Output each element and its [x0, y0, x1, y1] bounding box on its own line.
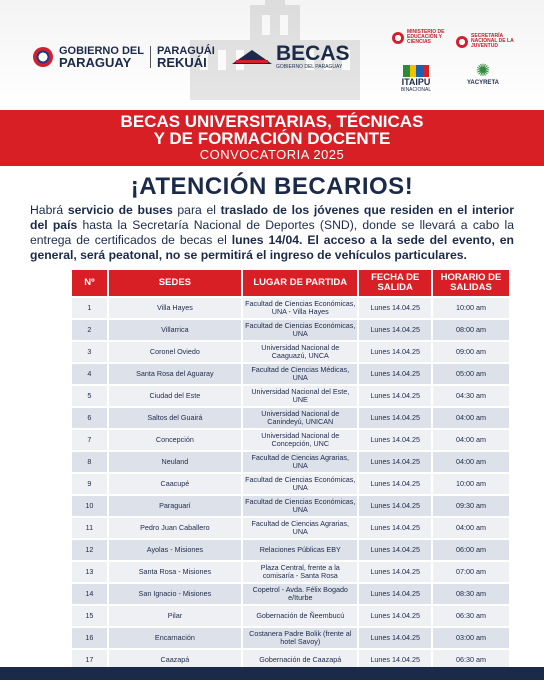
attention-title: ¡ATENCIÓN BECARIOS!	[130, 173, 414, 200]
text-run: Habrá	[30, 203, 68, 217]
cell-lugar: Facultad de Ciencias Económicas, UNA	[243, 496, 357, 516]
gobierno-line2: PARAGUAY	[59, 55, 132, 70]
cell-number: 6	[72, 408, 107, 428]
cell-number: 7	[72, 430, 107, 450]
cell-sede: Santa Rosa del Aguaray	[109, 364, 241, 384]
cell-hora: 05:00 am	[433, 364, 509, 384]
cell-number: 17	[72, 650, 107, 670]
cell-hora: 10:00 am	[433, 474, 509, 494]
table-row	[72, 562, 509, 582]
banner-line1: BECAS UNIVERSITARIAS, TÉCNICAS	[120, 112, 424, 131]
cell-fecha: Lunes 14.04.25	[359, 342, 430, 362]
cell-fecha: Lunes 14.04.25	[359, 606, 430, 626]
cell-number: 4	[72, 364, 107, 384]
cell-hora: 06:30 am	[433, 650, 509, 670]
cell-number: 3	[72, 342, 107, 362]
cell-lugar: Costanera Padre Bolik (frente al hotel Savoy)	[243, 628, 357, 648]
cell-number: 5	[72, 386, 107, 406]
table-row	[72, 474, 509, 494]
cell-sede: Paraguarí	[109, 496, 241, 516]
cell-fecha: Lunes 14.04.25	[359, 320, 430, 340]
cell-sede: Saltos del Guairá	[109, 408, 241, 428]
cell-hora: 04:00 am	[433, 408, 509, 428]
divider	[150, 46, 151, 68]
snj-seal-icon	[456, 36, 468, 48]
table-header-row	[72, 270, 509, 296]
cell-fecha: Lunes 14.04.25	[359, 364, 430, 384]
bus-schedule-table	[70, 268, 511, 672]
cell-sede: Caacupé	[109, 474, 241, 494]
bold-run: El acceso a la sede del evento, en general, será peatonal, no se permitirá el ingreso de vehículos particulares.	[30, 233, 514, 262]
cell-number: 1	[72, 298, 107, 318]
cell-fecha: Lunes 14.04.25	[359, 386, 430, 406]
table-row	[72, 320, 509, 340]
cell-fecha: Lunes 14.04.25	[359, 540, 430, 560]
cell-lugar: Facultad de Ciencias Agrarias, UNA	[243, 452, 357, 472]
text-run: para el	[172, 203, 221, 217]
cell-sede: Concepción	[109, 430, 241, 450]
bold-run: traslado de los jóvenes que residen en el interior del país	[30, 203, 514, 232]
rekuai-line1: PARAGUÁI	[156, 45, 215, 57]
cell-sede: Neuland	[109, 452, 241, 472]
header-horario: HORARIO DE SALIDAS	[433, 270, 509, 296]
cell-fecha: Lunes 14.04.25	[359, 562, 430, 582]
cell-lugar: Facultad de Ciencias Médicas, UNA	[243, 364, 357, 384]
table-row	[72, 364, 509, 384]
itaipu-name: ITAIPU	[401, 77, 431, 87]
cell-fecha: Lunes 14.04.25	[359, 496, 430, 516]
cell-fecha: Lunes 14.04.25	[359, 650, 430, 670]
notice-paragraph	[30, 203, 514, 263]
cell-lugar: Universidad Nacional de Concepción, UNC	[243, 430, 357, 450]
cell-fecha: Lunes 14.04.25	[359, 452, 430, 472]
cell-number: 9	[72, 474, 107, 494]
bold-run: lunes 14/04.	[231, 233, 303, 247]
cell-sede: Encarnación	[109, 628, 241, 648]
cell-sede: San Ignacio - Misiones	[109, 584, 241, 604]
cell-hora: 04:00 am	[433, 430, 509, 450]
cell-hora: 10:00 am	[433, 298, 509, 318]
snj-logo	[456, 34, 527, 49]
cell-sede: Pedro Juan Caballero	[109, 518, 241, 538]
bottom-bar	[0, 667, 544, 680]
cell-number: 11	[72, 518, 107, 538]
yacyreta-star-icon: ✺	[475, 61, 491, 80]
becas-name: BECAS	[276, 42, 350, 65]
banner-line2: Y DE FORMACIÓN DOCENTE	[153, 129, 391, 148]
cell-number: 12	[72, 540, 107, 560]
header-area	[0, 0, 544, 110]
bold-run: servicio de buses	[67, 203, 173, 217]
cell-number: 2	[72, 320, 107, 340]
table-row	[72, 606, 509, 626]
gobierno-logo	[33, 46, 215, 68]
cell-number: 15	[72, 606, 107, 626]
cell-hora: 04:00 am	[433, 452, 509, 472]
cell-fecha: Lunes 14.04.25	[359, 298, 430, 318]
cell-fecha: Lunes 14.04.25	[359, 430, 430, 450]
table-row	[72, 298, 509, 318]
cell-hora: 04:30 am	[433, 386, 509, 406]
cell-fecha: Lunes 14.04.25	[359, 474, 430, 494]
cell-lugar: Universidad Nacional de Caaguazú, UNCA	[243, 342, 357, 362]
cell-hora: 09:30 am	[433, 496, 509, 516]
cell-hora: 04:00 am	[433, 518, 509, 538]
table-row	[72, 342, 509, 362]
cell-hora: 08:00 am	[433, 320, 509, 340]
cell-lugar: Facultad de Ciencias Económicas, UNA	[243, 474, 357, 494]
table-row	[72, 584, 509, 604]
cell-hora: 03:00 am	[433, 628, 509, 648]
banner-line3: CONVOCATORIA 2025	[199, 147, 345, 162]
cell-lugar: Plaza Central, frente a la comisaría - Santa Rosa	[243, 562, 357, 582]
cell-lugar: Gobernación de Caazapá	[243, 650, 357, 670]
paraguay-seal-icon	[33, 47, 53, 67]
mec-logo	[392, 30, 447, 45]
cell-sede: Santa Rosa - Misiones	[109, 562, 241, 582]
cell-number: 14	[72, 584, 107, 604]
yacyreta-logo	[458, 62, 508, 86]
table-row	[72, 430, 509, 450]
cell-sede: Caazapá	[109, 650, 241, 670]
cell-lugar: Facultad de Ciencias Económicas, UNA - Villa Hayes	[243, 298, 357, 318]
text-run: hasta la Secretaría Nacional de Deportes (SND), donde se llevará a cabo la entrega de certificados de becas el	[30, 218, 514, 247]
cell-fecha: Lunes 14.04.25	[359, 408, 430, 428]
cell-lugar: Facultad de Ciencias Agrarias, UNA	[243, 518, 357, 538]
becas-mark-icon	[232, 46, 272, 68]
table-row	[72, 518, 509, 538]
header-sedes: SEDES	[109, 270, 241, 296]
cell-lugar: Gobernación de Ñeembucú	[243, 606, 357, 626]
cell-number: 10	[72, 496, 107, 516]
table-row	[72, 408, 509, 428]
table-row	[72, 628, 509, 648]
gobierno-line1: GOBIERNO DEL	[59, 45, 144, 57]
title-banner	[0, 110, 544, 166]
header-fecha: FECHA DE SALIDA	[359, 270, 430, 296]
table-row	[72, 386, 509, 406]
cell-lugar: Universidad Nacional de Canindeyú, UNICAN	[243, 408, 357, 428]
cell-number: 16	[72, 628, 107, 648]
header-number: Nº	[72, 270, 107, 296]
cell-hora: 07:00 am	[433, 562, 509, 582]
itaipu-mark-icon	[403, 65, 429, 77]
snj-text: SECRETARÍA NACIONAL DE LA JUVENTUD	[471, 33, 514, 49]
cell-hora: 06:00 am	[433, 540, 509, 560]
mec-text: MINISTERIO DE EDUCACIÓN Y CIENCIAS	[407, 29, 445, 45]
cell-fecha: Lunes 14.04.25	[359, 628, 430, 648]
mec-seal-icon	[392, 32, 404, 44]
yacyreta-name: YACYRETA	[466, 80, 499, 86]
header-lugar: LUGAR DE PARTIDA	[243, 270, 357, 296]
itaipu-sub: BINACIONAL	[400, 87, 432, 93]
cell-hora: 06:30 am	[433, 606, 509, 626]
cell-lugar: Facultad de Ciencias Económicas, UNA	[243, 320, 357, 340]
cell-fecha: Lunes 14.04.25	[359, 584, 430, 604]
cell-sede: Villarrica	[109, 320, 241, 340]
cell-lugar: Relaciones Públicas EBY	[243, 540, 357, 560]
table-row	[72, 540, 509, 560]
becas-sub: GOBIERNO DEL PARAGUAY	[276, 64, 343, 70]
itaipu-logo	[398, 65, 434, 93]
cell-sede: Ayolas - Misiones	[109, 540, 241, 560]
cell-number: 13	[72, 562, 107, 582]
cell-lugar: Copetrol - Avda. Félix Bogado e/Iturbe	[243, 584, 357, 604]
cell-sede: Ciudad del Este	[109, 386, 241, 406]
cell-sede: Villa Hayes	[109, 298, 241, 318]
cell-lugar: Universidad Nacional del Este, UNE	[243, 386, 357, 406]
cell-fecha: Lunes 14.04.25	[359, 518, 430, 538]
cell-hora: 09:00 am	[433, 342, 509, 362]
rekuai-line2: REKUÁI	[156, 55, 207, 70]
table-row	[72, 452, 509, 472]
table-row	[72, 496, 509, 516]
becas-logo	[232, 44, 350, 70]
cell-hora: 08:30 am	[433, 584, 509, 604]
cell-sede: Coronel Oviedo	[109, 342, 241, 362]
cell-number: 8	[72, 452, 107, 472]
cell-sede: Pilar	[109, 606, 241, 626]
